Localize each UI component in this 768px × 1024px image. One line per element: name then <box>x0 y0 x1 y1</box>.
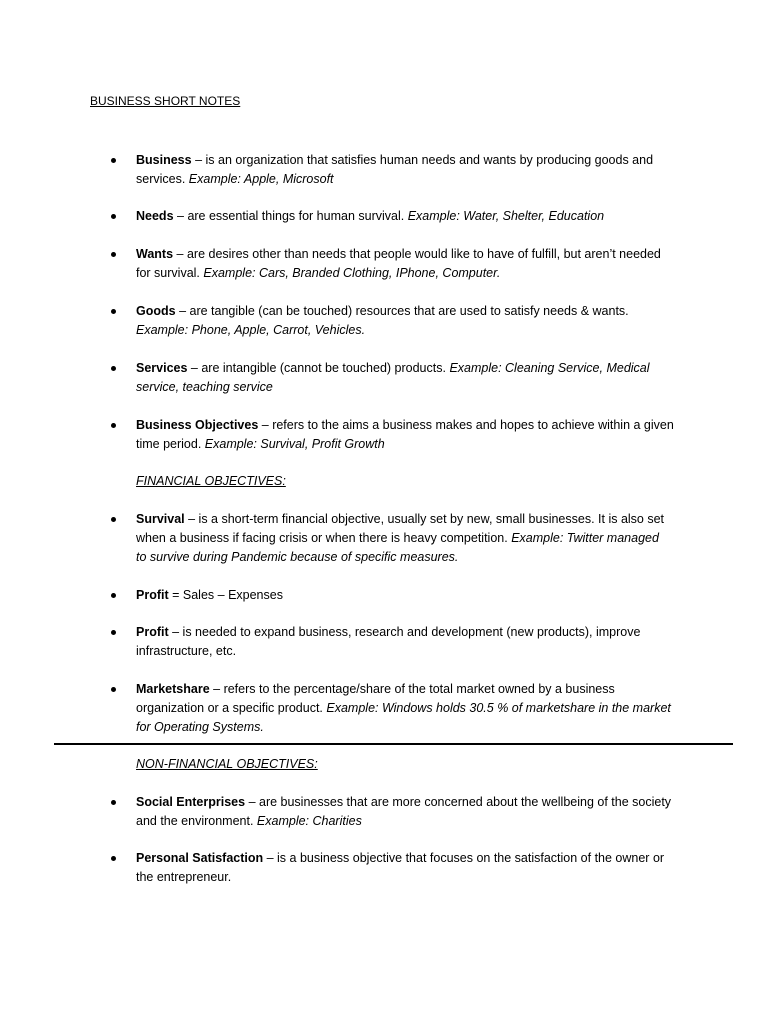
term: Wants <box>136 247 174 261</box>
definition: – are tangible (can be touched) resources that are used to satisfy needs & wants. <box>179 304 629 318</box>
example: Example: Windows holds 30.5 % of marketshare in the market <box>326 701 671 715</box>
definition: time period. <box>136 437 205 451</box>
bullet-dot-icon <box>111 630 116 635</box>
financial-objectives-heading: FINANCIAL OBJECTIVES: <box>136 474 286 488</box>
term: Services <box>136 361 188 375</box>
definition: – is a business objective that focuses on the satisfaction of the owner or <box>266 851 665 865</box>
example: Example: Apple, Microsoft <box>188 172 334 186</box>
bullet-dot-icon <box>111 856 116 861</box>
definition: = Sales – Expenses <box>172 588 283 602</box>
definition: organization or a specific product. <box>136 701 327 715</box>
definition: – is a short-term financial objective, usually set by new, small businesses. It is also set <box>188 512 665 526</box>
term: Needs <box>136 209 174 223</box>
example: Example: Water, Shelter, Education <box>407 209 605 223</box>
term: Profit <box>136 588 169 602</box>
term: Business <box>136 153 192 167</box>
example: Example: Phone, Apple, Carrot, Vehicles. <box>136 323 366 337</box>
bullet-dot-icon <box>111 423 116 428</box>
example: Example: Charities <box>256 814 362 828</box>
definition: – are intangible (cannot be touched) products. <box>190 361 450 375</box>
bullet-dot-icon <box>111 687 116 692</box>
bullet-dot-icon <box>111 309 116 314</box>
term: Business Objectives <box>136 418 259 432</box>
bullet-dot-icon <box>111 593 116 598</box>
definition: for survival. <box>136 266 204 280</box>
example: Example: Survival, Profit Growth <box>204 437 385 451</box>
bullet-dot-icon <box>111 158 116 163</box>
document-title: BUSINESS SHORT NOTES <box>90 94 241 108</box>
bullet-dot-icon <box>111 800 116 805</box>
definition: – are desires other than needs that people would like to have of fulfill, but aren’t needed <box>176 247 661 261</box>
definition: – is needed to expand business, research and development (new products), improve <box>172 625 641 639</box>
definition: – are essential things for human survival. <box>177 209 408 223</box>
bullet-dot-icon <box>111 366 116 371</box>
divider-line <box>54 743 733 745</box>
term: Marketshare <box>136 682 210 696</box>
example: Example: Twitter managed <box>511 531 659 545</box>
definition: and the environment. <box>136 814 257 828</box>
definition: – is an organization that satisfies human needs and wants by producing goods and <box>195 153 654 167</box>
term: Survival <box>136 512 185 526</box>
definition: – refers to the aims a business makes and hopes to achieve within a given <box>261 418 674 432</box>
bullet-dot-icon <box>111 214 116 219</box>
term: Social Enterprises <box>136 795 246 809</box>
example: Example: Cars, Branded Clothing, IPhone, Computer. <box>203 266 501 280</box>
bullet-dot-icon <box>111 517 116 522</box>
example: to survive during Pandemic because of specific measures. <box>136 550 459 564</box>
term: Profit <box>136 625 169 639</box>
definition: – are businesses that are more concerned about the wellbeing of the society <box>248 795 672 809</box>
term: Goods <box>136 304 176 318</box>
definition: when a business if facing crisis or when there is heavy competition. <box>136 531 512 545</box>
definition: – refers to the percentage/share of the total market owned by a business <box>213 682 615 696</box>
bullet-dot-icon <box>111 252 116 257</box>
example: service, teaching service <box>136 380 273 394</box>
non-financial-objectives-heading: NON-FINANCIAL OBJECTIVES: <box>136 757 318 771</box>
definition: the entrepreneur. <box>136 870 232 884</box>
definition: services. <box>136 172 189 186</box>
example: Example: Cleaning Service, Medical <box>449 361 650 375</box>
example: for Operating Systems. <box>136 720 264 734</box>
term: Personal Satisfaction <box>136 851 264 865</box>
definition: infrastructure, etc. <box>136 644 237 658</box>
